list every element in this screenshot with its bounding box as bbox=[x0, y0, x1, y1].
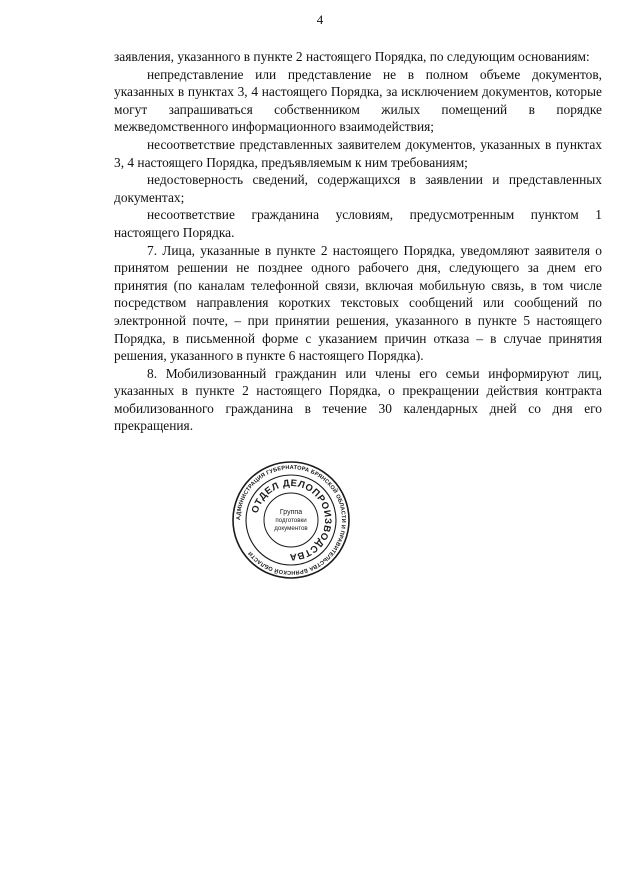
paragraph-ground-incomplete-documents: непредставление или представление не в полном объеме документов, указанных в пунктах 3, 4 настоящего Порядка, за исключением документов, которые могут запрашиваться собственником жилых помещений в порядке межведомственного информационного взаимодействия; bbox=[114, 66, 602, 135]
paragraph-continuation: заявления, указанного в пункте 2 настоящего Порядка, по следующим основаниям: bbox=[114, 49, 590, 64]
paragraph-item-7: 7. Лица, указанные в пункте 2 настоящего Порядка, уведомляют заявителя о принятом решении не позднее одного рабочего дня, следующего за днем его принятия (по каналам телефонной связи, включая мобильную связь, в том числе посредством направления коротких текстовых сообщений или сообщений по электронной почте, – при принятии решения, указанного в пункте 5 настоящего Порядка, в письменной форме с указанием причин отказа – в случае принятия решения, указанного в пункте 6 настоящего Порядка). bbox=[114, 242, 602, 364]
paragraph-ground-noncompliant-documents: несоответствие представленных заявителем документов, указанных в пунктах 3, 4 настоящего Порядка, предъявляемым к ним требованиям; bbox=[114, 136, 602, 170]
document-body bbox=[114, 48, 602, 435]
stamp-center-line-2: подготовки bbox=[275, 517, 307, 524]
paragraph-item-8: 8. Мобилизованный гражданин или члены его семьи информируют лиц, указанных в пункте 2 настоящего Порядка, о прекращении действия контракта мобилизованного гражданина в течение 30 календарных дней со дня его прекращения. bbox=[114, 365, 602, 434]
stamp-outer-text: АДМИНИСТРАЦИЯ ГУБЕРНАТОРА БРЯНСКОЙ ОБЛАСТИ И ПРАВИТЕЛЬСТВА БРЯНСКОЙ ОБЛАСТИ bbox=[235, 464, 347, 576]
official-stamp bbox=[231, 460, 351, 580]
stamp-center-line-3: документов bbox=[274, 525, 308, 532]
stamp-center-line-1: Группа bbox=[279, 509, 303, 516]
paragraph-ground-noncompliant-citizen: несоответствие гражданина условиям, предусмотренным пунктом 1 настоящего Порядка. bbox=[114, 207, 602, 240]
page-number: 4 bbox=[316, 12, 324, 27]
stamp-inner-text: ОТДЕЛ ДЕЛОПРОИЗВОДСТВА bbox=[249, 477, 334, 563]
paragraph-ground-unreliable-information: недостоверность сведений, содержащихся в заявлении и представленных документах; bbox=[114, 172, 602, 205]
